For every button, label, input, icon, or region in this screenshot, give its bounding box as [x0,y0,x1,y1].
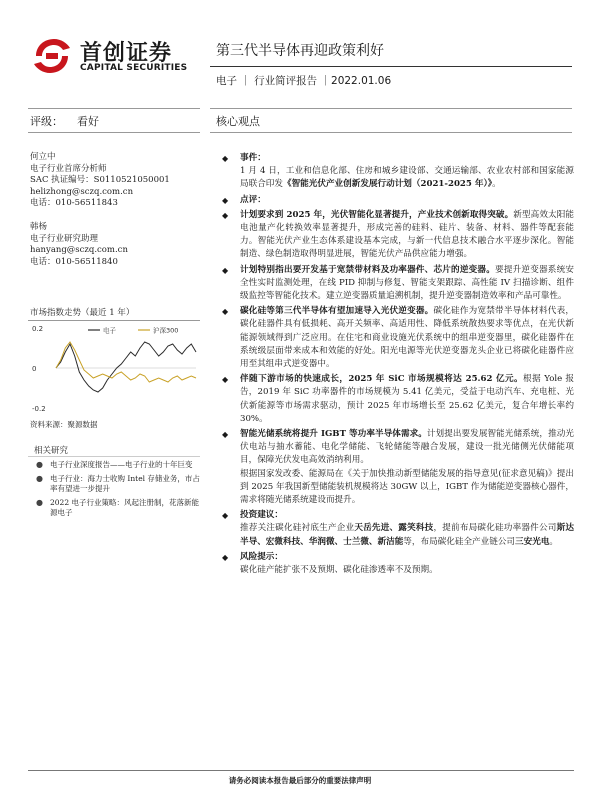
y-tick-label: 0 [32,365,37,373]
bullet-icon: ◆ [222,552,229,562]
point-paragraph: ◆ 计划特别指出要开发基于宽禁带材料及功率器件、芯片的逆变器。要提升逆变器系统安全性实时监测处理，在线 PID 抑制与修复、智能支架跟踪、高性能 IV 扫描诊断、组件级监控等智能化技术。建立逆变器质量追溯机制，提升逆变器制造效率和产品可靠性。 [222,264,574,302]
event-paragraph: 1 月 4 日，工业和信息化部、住房和城乡建设部、交通运输部、农业农村部和国家能源局联合印发《智能光伏产业创新发展行动计划（2021-2025 年）》。 [240,166,574,190]
bullet-icon: ◆ [222,265,229,275]
logo-chinese-text: 首创证券 [80,41,173,66]
report-meta: 电子 ｜ 行业简评报告 ｜2022.01.06 [216,75,392,87]
point-paragraph: ◆ 计划要求到 2025 年，光伏智能化显著提升，产业技术创新取得突破。新型高效太阳能电池量产化转换效率显著提升，形成完善的硅料、硅片、装备、材料、器件等配套能力。智能光伏产业生态体系建设基本完成，与新一代信息技术融合水平逐步深化。智能制造、绿色制造取得明显进展，智能光伏产品供应能力增强。 [222,209,574,260]
related-research-item[interactable] [30,474,202,495]
y-tick-label: 0.2 [32,325,44,333]
legend-label: 沪深300 [153,326,179,335]
analyst-name: 何立中 [30,152,56,162]
capital-securities-logo [30,36,200,76]
point-paragraph: ◆ 智能光储系统将提升 IGBT 等功率半导体需求。计划提出要发展智能光储系统，推动光伏电站与抽水蓄能、电化学储能、飞轮储能等融合发展，建设一批光储侧光伏储能项目，保障光伏发电高效消纳利用。 [222,429,574,466]
event-heading: ◆ 事件： [222,152,574,165]
logo-mark-icon [30,36,74,76]
analyst-card [30,222,128,268]
legend-label: 电子 [103,326,116,335]
analyst-cert: SAC 执证编号：S0110521050001 [30,175,170,185]
related-research-item[interactable] [30,498,202,519]
analyst-email[interactable]: hanyang@sczq.com.cn [30,245,128,255]
logo-english-text: CAPITAL SECURITIES [80,63,188,73]
investment-paragraph: 推荐关注碳化硅衬底生产企业天岳先进、露笑科技，提前布局碳化硅功率器件公司斯达半导、宏微科技、华润微、士兰微、新洁能等，布局碳化硅全产业链公司三安光电。 [240,523,574,547]
bullet-icon: ● [36,473,43,483]
risk-paragraph: 碳化硅产能扩张不及预期、碳化硅渗透率不及预期。 [240,565,438,576]
bullet-icon: ● [36,460,43,469]
bullet-icon: ● [36,497,43,507]
related-research-text: 2022 电子行业策略：风起注册制，花落新能源电子 [50,497,199,517]
footer-divider [28,770,574,771]
rating [30,113,113,129]
bullet-icon: ◆ [222,210,229,220]
bullet-icon: ◆ [222,430,229,440]
band-bottom-divider-right [210,132,572,133]
related-research-title: 相关研究 [34,446,69,456]
chart-title: 市场指数走势（最近 1 年） [30,308,135,318]
analyst-name: 韩杨 [30,222,48,232]
analyst-email[interactable]: helizhong@sczq.com.cn [30,186,134,197]
related-research-text: 电子行业：海力士收购 Intel 存储业务，市占率有望进一步提升 [50,473,200,493]
chart-divider [28,320,200,321]
related-divider [28,456,200,457]
y-tick-label: -0.2 [32,405,46,413]
legal-notice-footer: 请务必阅读本报告最后部分的重要法律声明 [228,776,372,785]
analyst-card [30,152,170,210]
rating-value: 看好 [77,115,99,128]
chart-source: 资料来源：聚源数据 [30,420,98,429]
bullet-icon: ◆ [222,307,229,317]
related-research-text: 电子行业深度报告——电子行业的十年巨变 [50,460,193,469]
related-research-item[interactable] [30,460,202,471]
point-paragraph-cont: 根据国家发改委、能源局在《关于加快推动新型储能发展的指导意见(征求意见稿)》提出到 2025 年我国新型储能装机规模将达 30GW 以上，IGBT 作为储能逆变器核心器件，需求将随光储系统建设而提升。 [240,468,574,506]
bullet-icon: ◆ [222,511,229,521]
series-line-electronics [56,342,196,392]
point-paragraph: ◆ 伴随下游市场的快速成长，2025 年 SiC 市场规模将达 25.62 亿元。根据 Yole 报告，2019 年 SiC 功率器件的市场规模为 5.41 亿美元，受益于电动汽车、充电桩、光伏新能源等市场需求驱动，预计 2025 年市场增长至 25.62 亿美元，复合年增长率约 30%。 [222,374,574,424]
rating-label: 评级： [30,115,63,128]
risk-heading: ◆ 风险提示： [222,551,574,564]
core-views-title: 核心观点 [216,115,260,128]
related-research-list [30,460,202,522]
analyst-role: 电子行业首席分析师 [30,163,107,174]
analyst-phone: 电话：010-56511843 [30,198,118,208]
point-paragraph: ◆ 碳化硅等第三代半导体有望加速导入光伏逆变器。碳化硅作为宽禁带半导体材料代表，碳化硅器件具有低损耗、高开关频率、高适用性、降低系统散热要求等优点，在光伏新能源领域得到广泛应用。在住宅和商业设施光伏系统中的组串逆变器里，碳化硅器件在系统级层面带来成本和效能的好处。阳光电源等光伏逆变器龙头企业已将碳化硅器件应用至其组串式逆变器中。 [222,306,574,370]
band-top-divider-left [28,108,200,109]
bullet-icon: ◆ [222,195,229,205]
report-title: 第三代半导体再迎政策利好 [216,43,384,59]
investment-heading: ◆ 投资建议： [222,509,574,522]
market-index-chart [28,322,200,417]
bullet-icon: ◆ [222,154,229,163]
analyst-role: 电子行业研究助理 [30,233,99,244]
core-views-body [222,152,574,577]
series-line-csi300 [56,342,196,382]
analyst-phone: 电话：010-56511840 [30,256,118,267]
band-top-divider-right [210,108,572,109]
bullet-icon: ◆ [222,375,229,385]
comment-heading: ◆ 点评： [222,194,574,207]
header-divider [210,66,572,67]
band-bottom-divider-left [28,132,200,133]
